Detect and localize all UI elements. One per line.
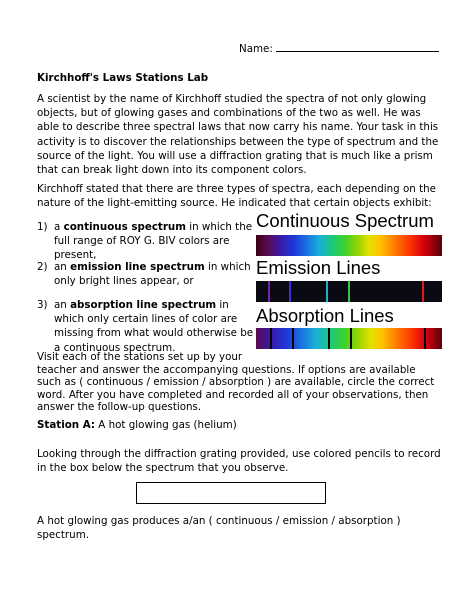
continuous-spectrum-image — [256, 235, 442, 256]
name-field — [239, 41, 439, 55]
visit-stations-line: Visit each of the stations set up by your — [37, 351, 243, 363]
emission-line — [289, 281, 291, 302]
emission-line — [268, 281, 270, 302]
term-emission-line-spectrum: emission line spectrum — [70, 261, 205, 273]
list-number: 3) — [37, 299, 48, 311]
list-number: 1) — [37, 221, 48, 233]
list-description: in which only bright lines appear, or — [54, 261, 251, 288]
emission-line — [348, 281, 350, 302]
spectrum-answer-box[interactable] — [136, 482, 326, 504]
list-prefix: an — [54, 261, 71, 273]
absorption-lines-image — [256, 328, 442, 349]
list-description: in which only certain lines of color are missing from what would otherwise be a continuous spectrum. — [54, 299, 254, 354]
absorption-line — [292, 328, 294, 349]
list-prefix: a — [54, 221, 64, 233]
absorption-line — [270, 328, 272, 349]
name-label: Name: — [239, 43, 273, 55]
list-description: in which the full range of ROY G. BIV colors are present, — [54, 221, 253, 262]
emission-line — [326, 281, 328, 302]
emission-lines-image — [256, 281, 442, 302]
absorption-line — [328, 328, 330, 349]
station-a-label: Station A: — [37, 419, 96, 431]
list-number: 2) — [37, 261, 48, 273]
intro-paragraph: A scientist by the name of Kirchhoff studied the spectra of not only glowing objects, but of glowing gases and combinations of the two as well. He was able to describe three spectral laws that now carry his name. Your task in this activity is to discover the relationships between the type of spectrum and the source of the light. You will use a diffraction grating that is much like a prism that can break light down into its component colors. — [37, 93, 439, 177]
absorption-line — [350, 328, 352, 349]
station-a-question: A hot glowing gas produces a/an ( continuous / emission / absorption ) spectrum. — [37, 515, 401, 542]
page-title: Kirchhoff's Laws Stations Lab — [37, 72, 209, 84]
list-prefix: an — [54, 299, 71, 311]
station-a-instructions: Looking through the diffraction grating provided, use colored pencils to record in the box below the spectrum that you observe. — [37, 448, 441, 475]
term-continuous-spectrum: continuous spectrum — [63, 221, 186, 233]
term-absorption-line-spectrum: absorption line spectrum — [70, 299, 217, 311]
emission-line — [422, 281, 424, 302]
visit-stations-instructions: teacher and answer the accompanying questions. If options are available such as ( continuous / emission / absorption ) are available, circle the correct word. After you have completed and recorded all of your observations, then answer the follow-up questions. — [37, 364, 435, 414]
station-a-description: A hot glowing gas (helium) — [95, 419, 237, 431]
absorption-line — [424, 328, 426, 349]
absorption-lines-title: Absorption Lines — [256, 305, 394, 326]
emission-lines-title: Emission Lines — [256, 257, 381, 278]
name-blank-line[interactable] — [276, 41, 439, 52]
kirchhoff-statement: Kirchhoff stated that there are three types of spectra, each depending on the nature of the light-emitting source. He indicated that certain objects exhibit: — [37, 183, 436, 210]
station-a-heading — [37, 418, 442, 432]
continuous-spectrum-title: Continuous Spectrum — [256, 210, 434, 231]
